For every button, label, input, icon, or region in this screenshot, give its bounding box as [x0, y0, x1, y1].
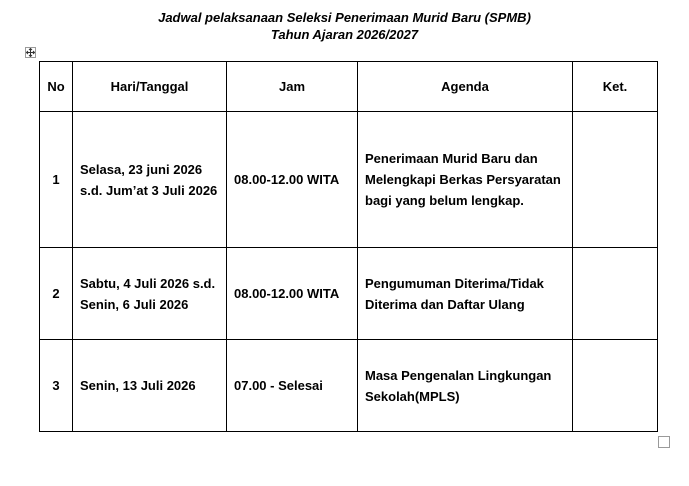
document-subtitle: Tahun Ajaran 2026/2027 — [270, 27, 419, 42]
cell-no[interactable]: 2 — [40, 248, 73, 340]
cell-date[interactable] — [73, 340, 227, 432]
document-title: Jadwal pelaksanaan Seleksi Penerimaan Murid Baru (SPMB) — [158, 10, 531, 25]
date-line: Senin, 6 Juli 2026 — [80, 296, 189, 312]
cell-agenda[interactable] — [358, 248, 573, 340]
header-date[interactable]: Hari/Tanggal — [73, 62, 227, 112]
cell-note[interactable] — [573, 248, 658, 340]
agenda-line: Penerimaan Murid Baru dan — [365, 151, 538, 166]
agenda-line: Pengumuman Diterima/Tidak — [365, 275, 544, 291]
date-line: Selasa, 23 juni 2026 — [80, 161, 203, 177]
table-resize-handle[interactable] — [658, 436, 670, 448]
agenda-line: bagi yang belum lengkap. — [365, 193, 524, 208]
cell-time[interactable]: 07.00 - Selesai — [227, 340, 358, 432]
cell-agenda[interactable] — [358, 340, 573, 432]
header-agenda[interactable]: Agenda — [358, 62, 573, 112]
cell-agenda[interactable] — [358, 112, 573, 248]
header-no[interactable]: No — [40, 62, 73, 112]
agenda-line: Masa Pengenalan Lingkungan — [365, 367, 552, 383]
schedule-table — [39, 61, 658, 432]
cell-no[interactable]: 1 — [40, 112, 73, 248]
agenda-line: Melengkapi Berkas Persyaratan — [365, 172, 561, 187]
agenda-line: Diterima dan Daftar Ulang — [365, 296, 525, 312]
cell-note[interactable] — [573, 112, 658, 248]
date-line: Sabtu, 4 Juli 2026 s.d. — [80, 275, 216, 291]
header-time[interactable]: Jam — [227, 62, 358, 112]
table-move-handle-icon[interactable] — [25, 47, 36, 58]
table-header-row — [40, 62, 658, 112]
agenda-line: Sekolah(MPLS) — [365, 388, 460, 404]
cell-time[interactable]: 08.00-12.00 WITA — [227, 248, 358, 340]
cell-date[interactable] — [73, 248, 227, 340]
header-note[interactable]: Ket. — [573, 62, 658, 112]
date-line: Senin, 13 Juli 2026 — [80, 378, 196, 393]
cell-no[interactable]: 3 — [40, 340, 73, 432]
cell-time[interactable]: 08.00-12.00 WITA — [227, 112, 358, 248]
table-row — [40, 248, 658, 340]
cell-date[interactable] — [73, 112, 227, 248]
cell-note[interactable] — [573, 340, 658, 432]
table-row — [40, 112, 658, 248]
table-row — [40, 340, 658, 432]
date-line: s.d. Jum’at 3 Juli 2026 — [80, 182, 218, 198]
